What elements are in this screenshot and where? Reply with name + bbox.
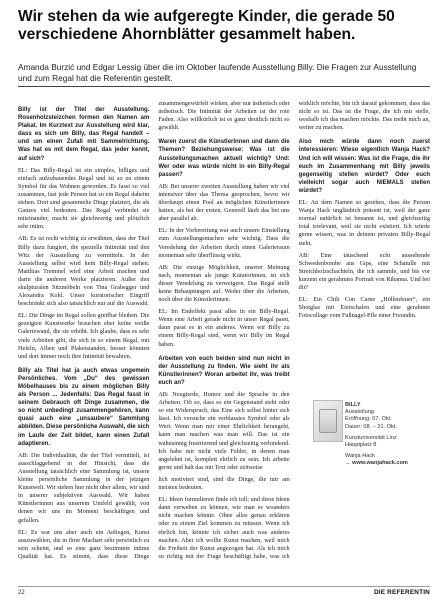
col1-para: AB: Die Individualität, die der Titel vermittelt, ist ausschlaggebend in der Hinsicht, dass die Ausstellung tatsächlich eine Sammlung ist, unsere kleine persönliche Sammlung in der jetzigen Kunstwelt. Wir stehen hier nicht über allem, wir sind in unserer subjektiven Auswahl. Wir haben Künstlerinnen aus unserem Umfeld gewählt, von denen wir uns im Moment beschäftigen und gefallen. [18,451,150,524]
info-title: BILLY [345,402,361,408]
col1-para: AB: Es ist recht wichtig zu erwähnen, dass der Titel Billy dazu fungiert, die spezielle Intimität und den Witz der Ausstellung zu vermitteln. In der Ausstellung selbst wird kein Billy-Regal stehen. Matthias Tremmel wird eine Arbeit machen und darin die anderen Werke platzieren. Außer den skulpturalen Sitzmöbeln von Tina Grabegger und Alexandra Kohl. Unser kuratorischer Eingriff beschränkt sich also tatsächlich nur auf die Auswahl. [18,235,150,308]
col3-para: EL: Ideen formulieren finde ich toll; und diese Ideen dann verweben zu können, wie man es woanders nicht machen könnte. Ohne alles genau erklären oder zu einem Ziel kommen zu müssen. Wenn ich ehrlich bin, könnte ich sicher auch was anderes machen. Aber ich wollte Kunst machen, weil mich die Freiheit der Kunst angezogen hat. Als ich mich so richtig mit der Frage beschäftigt habe, was ich wirklich möchte, bin ich darauf gekommen, dass das nicht so ist. Das ist die Frage, die ich mir stelle, weshalb ich das machen möchte. Das treibt mich an, weiter zu machen. [158,100,430,560]
col2-para: EL: In der Vorbereitung war auch unsere Einstellung zum Ausstellungsmachen sehr wichtig. Dass die Veredelung der Arbeiten durch einen Galerieraum momentan sehr überflüssig wirkt. [158,227,290,259]
exhibition-info-box [313,400,430,560]
col2-para: Waren zuerst die KünstlerInnen und dann die Themen? Beziehungsweise: Was ist die Ausstellungsmachen aktuell wichtig? Und: Wer oder was würde nicht in ein Billy-Regal passen? [158,139,290,178]
section-label: DIE REFERENTIN [373,589,430,596]
divider [18,86,430,87]
col3-para: lich motiviert sind, sind die Dinge, die mir am meisten bedeuten. [158,475,290,492]
info-duration: Dauer: 08. – 21. Okt. [345,423,397,430]
col2-para: EL: Es war uns aber auch ein Anliegen, Kunst auszuwählen, die in ihrer Machart sehr persönlich zu sein scheint, und so eine ganz bestimmte intime Qualität hat. Es stimmt, dass diese Dinge zusammengewürfelt wirken, aber nur ästhetisch oder ästhetisch. Die Intimität der Arbeiten ist der rote Faden. Also willkürlich ist es ganz deutlich nicht so gewählt. [18,100,290,560]
lead-paragraph: Amanda Burzić und Edgar Lessig über die im Oktober laufende Ausstellung Billy. Die Fragen zur Ausstellung und zum Regal hat die Referentin gestellt. [18,62,417,83]
page-number: 22 [18,590,25,596]
info-venue-sub: Hauptplatz 8 [345,442,377,449]
info-organizer: Wanja Hack [345,453,375,460]
info-link-text[interactable]: www.wanjahack.com [352,460,408,467]
info-venue: Kunstuniversität Linz [345,434,397,441]
col3-para: EL: Ein Chili Con Carne „Höllenfeuer“, ein Shotglas mit Eierschalen und eine gerahmte Fotocollage vom Fußnagel-Pfle einer Freundin. [298,296,430,320]
col3-para: EL: An dem Namen so gesehen, dass die Person Wanja Hack ungläubich präsent ist, weil der ganz normal natürlich ist benannt ist, und gleichzeitig total irrelevant, weil sie nicht existiert. Ich würde gerne wissen, was in deinem privaten Billy-Regal steht. [298,199,430,247]
info-opening: Eröffnung: 07. Okt. [345,416,392,423]
col2-para: AB: Die einzige Möglichkeit, unserer Meinung nach, momentan als junge Kuratorinnen, ist sich dieser Veredelung zu verweigern. Das Regal stellt keine Behauptungen auf. Weder über die Arbeiten, noch über die Künstlerinnen. [158,263,290,304]
col2-para: EL: Im Endeffekt passt alles in ein Billy-Regal. Wenn eine Arbeit gerade nicht in unser Regal passt, dann passt es in ein anderes. Wenn wir Billy zu einem Billy-Regal sind, wenn wir Billy im Regal haben. [158,308,290,348]
arrow-right-icon: → [345,460,351,467]
info-subtitle: Ausstellung [345,409,374,416]
col2-para: Arbeiten von euch beiden sind nun nicht in der Ausstellung zu finden. Wie sieht ihr als Künstlerinnen? Woran arbeitet ihr, was treibt euch an? [158,355,290,386]
col1-para: Billy ist der Titel der Ausstellung. Rosenholzstelzchen formen den Namen am Plakat. Im Kurztext zur Ausstellung wird klar, dass es sich um Billy, das Regal handelt – und um einen Zufall mit Sammelrichtung. Was hat es mit dem Regal, das jeder kennt, auf sich? [18,107,150,162]
col1-para: EL: Die Dinge im Regal sollen greifbar bleiben. Die gezeigten Kunstwerke brauchen eher keine weiße Galeriewand, die sie erhöht. Ich glaube, dass es sehr viele Arbeiten gibt, die sich in so einem Regal, mit Hefeln, Alben und Plaketstanden, besser könnten und dort immer noch ihre Intimität bewahren. [18,312,150,360]
info-link[interactable] [345,460,430,467]
col3-para: Also mich würde dann noch zuerst interessieren: Wieso eigentlich Wanja Hack? Und ich will wissen: Was ist die Frage, die ihr euch im Zusammenhang mit Billy jeweils gegenseitig stellen würdet? Oder euch vielleicht sogar auch NIEMALS stellen würdet? [298,139,430,194]
exhibition-thumbnail [313,400,343,442]
col2-para: AB: Bei unserer zweiten Ausstellung haben wir viel intensiver über das Thema gesprochen, bevor wir überhaupt einen Pool an möglichen Künstlerinnen hatten, als bei der ersten. Generell läuft das bei uns aber parallel ab. [158,182,290,223]
footer-divider [18,586,430,587]
col1-para: EL: Das Billy-Regal ist ein simples, billiges und einfach aufzubauendes Regal und ist so zu einem Symbol für das Wohnen geworden. Es fasst so viel zusammen, fast jede Person hat so ein Regal daheim stehen. Dort sind gesammelte Dinge platziert, die als Ganzes viel bedeuten. Das Regal verbindet sie miteinander, macht sie gleichwertig und plötzlich sehr intim. [18,166,150,231]
headline: Wir stehen da wie aufgeregte Kinder, die gerade 50 verschiedene Ahornblätter gesammelt haben. [18,8,395,43]
exhibition-details [345,402,430,468]
col3-para: AB: Eine täuschend echt aussehende Schwedenbombe aus Gips, eine Schatulle mit Streichholzschachteln, die ich sammle, und bis vor kurzem ein gerahmtes Portrait von Rihanna. Und bei dir? [298,251,430,291]
col1-para: Billy als Titel hat ja auch etwas ungemein Persönliches. Vom „Du“ des gewissen Möbelhauses bis zu einem möglichen Billy als Person ... Jedenfalls: Das Regal fasst in seinem Gebrauch oft Dinge zusammen, die so nicht unbedingt zusammengehören, kann quasi auch eine „unsaubere“ Sammlung abbilden. Diese persönliche Auswahl, die sich im Laufe der Zeit bildet, kann einen Zufall adaptieren. [18,367,150,447]
col2-para: AB: Neugierde, Humor und die Sprache in den Arbeiten. Oft so, dass so ein Gegenstand steht oder so ein Widerspruch, das Eine sich selbst hinter sich lässt. Ich versuche ein verblasstes Symbol oder als Wert. Wenn man mir einer Ehrlichkeit herangeht, kann man machen was man will. Das ist ein wahnsinnig frustrierend und gleichzeitig verbindend. Ich habe mir nicht viele Felder, in denen man angelehnt ist, komplett ehrlich zu sein. Ich arbeite gerne und halt das mit Text oder zeitweise [158,391,290,471]
